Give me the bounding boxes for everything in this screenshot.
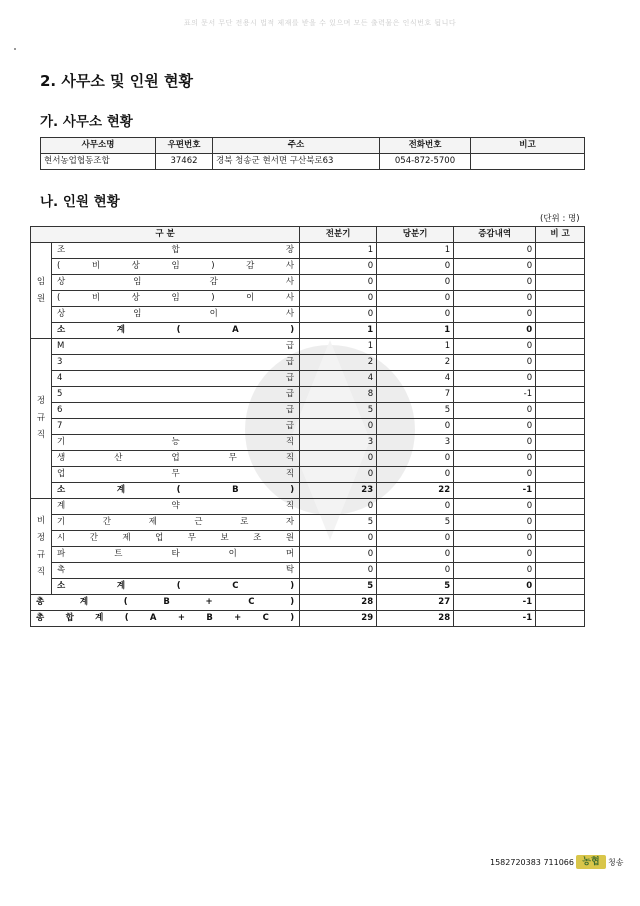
row-name: ( 비 상 임 ) 감 사	[52, 259, 300, 275]
note-cell	[536, 483, 585, 499]
note-cell	[536, 611, 585, 627]
prev-value: 0	[300, 547, 377, 563]
curr-value: 5	[377, 579, 454, 595]
row-name: 촉 탁	[52, 563, 300, 579]
diff-value: 0	[454, 419, 536, 435]
curr-value: 5	[377, 515, 454, 531]
staff-header: 구 분	[31, 227, 300, 243]
row-name: 조 합 장	[52, 243, 300, 259]
table-row	[31, 403, 585, 419]
row-name: 업 무 직	[52, 467, 300, 483]
office-note	[471, 154, 585, 170]
row-name: 6 급	[52, 403, 300, 419]
table-row	[31, 483, 585, 499]
office-header: 전화번호	[380, 138, 471, 154]
diff-value: -1	[454, 611, 536, 627]
prev-value: 0	[300, 275, 377, 291]
table-row	[31, 259, 585, 275]
table-row	[31, 355, 585, 371]
total-name: 총 합 계 ( A + B + C )	[31, 611, 300, 627]
diff-value: 0	[454, 435, 536, 451]
curr-value: 0	[377, 275, 454, 291]
row-name: 소 계 ( C )	[52, 579, 300, 595]
diff-value: 0	[454, 531, 536, 547]
staff-header: 전분기	[300, 227, 377, 243]
prev-value: 5	[300, 403, 377, 419]
diff-value: -1	[454, 595, 536, 611]
prev-value: 1	[300, 339, 377, 355]
curr-value: 0	[377, 547, 454, 563]
office-row	[41, 154, 585, 170]
staff-header: 증감내역	[454, 227, 536, 243]
diff-value: 0	[454, 275, 536, 291]
curr-value: 0	[377, 259, 454, 275]
row-name: 계 약 직	[52, 499, 300, 515]
table-row	[31, 387, 585, 403]
office-title: 가. 사무소 현황	[40, 114, 133, 130]
prev-value: 0	[300, 259, 377, 275]
footer-stamp	[490, 855, 623, 869]
curr-value: 7	[377, 387, 454, 403]
curr-value: 0	[377, 291, 454, 307]
curr-value: 0	[377, 307, 454, 323]
diff-value: 0	[454, 307, 536, 323]
diff-value: 0	[454, 339, 536, 355]
note-cell	[536, 259, 585, 275]
table-row	[31, 579, 585, 595]
note-cell	[536, 387, 585, 403]
diff-value: 0	[454, 291, 536, 307]
curr-value: 1	[377, 339, 454, 355]
total-row	[31, 611, 585, 627]
diff-value: 0	[454, 451, 536, 467]
section-title: 2. 사무소 및 인원 현황	[40, 72, 193, 90]
table-row	[31, 275, 585, 291]
total-row	[31, 595, 585, 611]
note-cell	[536, 451, 585, 467]
row-name: 소 계 ( B )	[52, 483, 300, 499]
curr-value: 3	[377, 435, 454, 451]
row-name: 생 산 업 무 직	[52, 451, 300, 467]
row-name: 상 임 감 사	[52, 275, 300, 291]
row-name: 4 급	[52, 371, 300, 387]
prev-value: 0	[300, 291, 377, 307]
footer-code: 1582720383 711066	[490, 857, 574, 867]
note-cell	[536, 531, 585, 547]
curr-value: 1	[377, 243, 454, 259]
prev-value: 2	[300, 355, 377, 371]
curr-value: 22	[377, 483, 454, 499]
note-cell	[536, 291, 585, 307]
prev-value: 0	[300, 307, 377, 323]
staff-table	[30, 226, 585, 627]
curr-value: 0	[377, 467, 454, 483]
note-cell	[536, 371, 585, 387]
row-name: 7 급	[52, 419, 300, 435]
table-row	[31, 467, 585, 483]
office-header: 사무소명	[41, 138, 156, 154]
prev-value: 23	[300, 483, 377, 499]
row-name: M 급	[52, 339, 300, 355]
diff-value: 0	[454, 547, 536, 563]
office-phone: 054-872-5700	[380, 154, 471, 170]
diff-value: 0	[454, 403, 536, 419]
office-postcode: 37462	[156, 154, 213, 170]
note-cell	[536, 403, 585, 419]
diff-value: -1	[454, 387, 536, 403]
total-name: 총 계 ( B + C )	[31, 595, 300, 611]
diff-value: 0	[454, 355, 536, 371]
table-row	[31, 323, 585, 339]
curr-value: 28	[377, 611, 454, 627]
table-row	[31, 563, 585, 579]
curr-value: 0	[377, 451, 454, 467]
row-name: 3 급	[52, 355, 300, 371]
diff-value: 0	[454, 243, 536, 259]
unit-label: (단위 : 명)	[540, 214, 580, 224]
prev-value: 3	[300, 435, 377, 451]
note-cell	[536, 467, 585, 483]
group-label: 비 정 규 직	[31, 499, 52, 595]
note-cell	[536, 499, 585, 515]
curr-value: 0	[377, 419, 454, 435]
table-row	[31, 291, 585, 307]
group-label: 임 원	[31, 243, 52, 339]
diff-value: 0	[454, 499, 536, 515]
note-cell	[536, 547, 585, 563]
note-cell	[536, 563, 585, 579]
curr-value: 0	[377, 563, 454, 579]
prev-value: 0	[300, 563, 377, 579]
diff-value: 0	[454, 259, 536, 275]
prev-value: 8	[300, 387, 377, 403]
curr-value: 0	[377, 499, 454, 515]
row-name: 시 간 제 업 무 보 조 원	[52, 531, 300, 547]
table-row	[31, 371, 585, 387]
prev-value: 29	[300, 611, 377, 627]
diff-value: 0	[454, 371, 536, 387]
table-row	[31, 547, 585, 563]
note-cell	[536, 243, 585, 259]
staff-header: 비 고	[536, 227, 585, 243]
note-cell	[536, 355, 585, 371]
row-name: 5 급	[52, 387, 300, 403]
table-row	[31, 531, 585, 547]
curr-value: 27	[377, 595, 454, 611]
scan-dot	[14, 48, 16, 50]
prev-value: 1	[300, 323, 377, 339]
prev-value: 28	[300, 595, 377, 611]
staff-header: 당분기	[377, 227, 454, 243]
note-cell	[536, 275, 585, 291]
diff-value: -1	[454, 483, 536, 499]
row-name: 기 능 직	[52, 435, 300, 451]
prev-value: 1	[300, 243, 377, 259]
table-row	[31, 307, 585, 323]
prev-value: 0	[300, 419, 377, 435]
table-row	[31, 435, 585, 451]
row-name: ( 비 상 임 ) 이 사	[52, 291, 300, 307]
table-row	[31, 515, 585, 531]
prev-value: 0	[300, 531, 377, 547]
diff-value: 0	[454, 563, 536, 579]
office-header: 우편번호	[156, 138, 213, 154]
prev-value: 5	[300, 579, 377, 595]
prev-value: 0	[300, 451, 377, 467]
diff-value: 0	[454, 515, 536, 531]
curr-value: 4	[377, 371, 454, 387]
office-header: 주소	[213, 138, 380, 154]
group-label: 정 규 직	[31, 339, 52, 499]
prev-value: 4	[300, 371, 377, 387]
diff-value: 0	[454, 467, 536, 483]
diff-value: 0	[454, 323, 536, 339]
curr-value: 0	[377, 531, 454, 547]
row-name: 파 트 타 이 머	[52, 547, 300, 563]
note-cell	[536, 307, 585, 323]
table-row	[31, 499, 585, 515]
note-cell	[536, 515, 585, 531]
table-row	[31, 419, 585, 435]
row-name: 기 간 제 근 로 자	[52, 515, 300, 531]
office-table	[40, 137, 585, 170]
note-cell	[536, 595, 585, 611]
table-row	[31, 451, 585, 467]
curr-value: 2	[377, 355, 454, 371]
copyright-notice: 표의 문서 무단 전용시 법적 제재를 받을 수 있으며 모든 출력물은 인식번호 됩니다	[183, 19, 457, 27]
prev-value: 5	[300, 515, 377, 531]
note-cell	[536, 579, 585, 595]
staff-title: 나. 인원 현황	[40, 194, 120, 210]
table-row	[31, 339, 585, 355]
note-cell	[536, 419, 585, 435]
office-address: 경북 청송군 현서면 구산북로63	[213, 154, 380, 170]
office-header: 비고	[471, 138, 585, 154]
row-name: 상 임 이 사	[52, 307, 300, 323]
office-name: 현서농업협동조합	[41, 154, 156, 170]
nh-logo: 농협	[576, 855, 606, 869]
note-cell	[536, 435, 585, 451]
table-row	[31, 243, 585, 259]
prev-value: 0	[300, 467, 377, 483]
curr-value: 1	[377, 323, 454, 339]
curr-value: 5	[377, 403, 454, 419]
prev-value: 0	[300, 499, 377, 515]
note-cell	[536, 323, 585, 339]
diff-value: 0	[454, 579, 536, 595]
footer-suffix: 청송	[607, 857, 624, 867]
note-cell	[536, 339, 585, 355]
row-name: 소 계 ( A )	[52, 323, 300, 339]
